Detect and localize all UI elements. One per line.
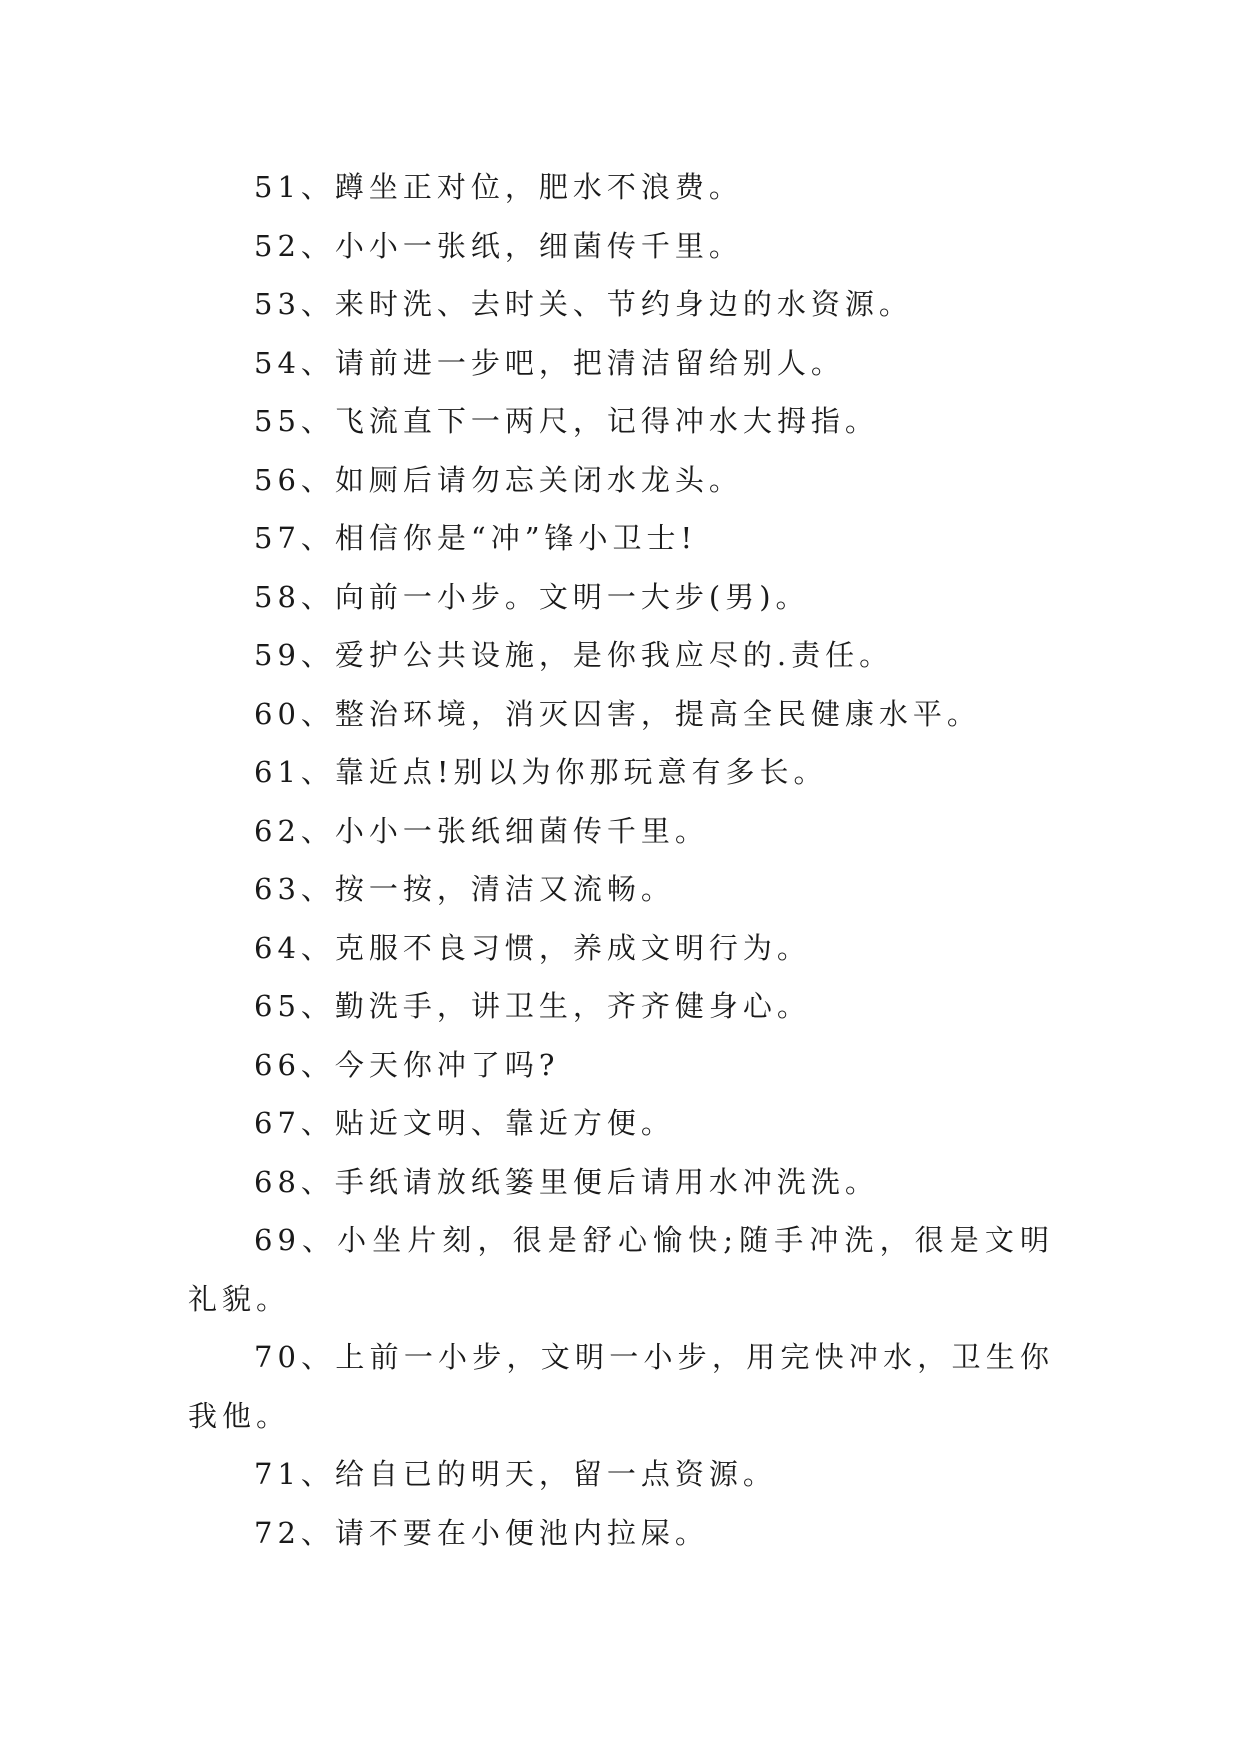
slogan-line-72: 72、请不要在小便池内拉屎。 (254, 1515, 709, 1550)
slogan-line-71: 71、给自已的明天，留一点资源。 (254, 1457, 777, 1491)
slogan-line-55: 55、飞流直下一两尺，记得冲水大拇指。 (254, 404, 879, 438)
slogan-line-56: 56、如厕后请勿忘关闭水龙头。 (254, 462, 743, 497)
slogan-line-69: 69、小坐片刻，很是舒心愉快;随手冲洗，很是文明礼貌。 (188, 1223, 1054, 1316)
slogan-line-60: 60、整治环境，消灭囚害，提高全民健康水平。 (254, 696, 981, 731)
slogan-line-52: 52、小小一张纸，细菌传千里。 (254, 228, 743, 263)
slogan-line-58: 58、向前一小步。文明一大步(男)。 (254, 579, 810, 614)
slogan-line-64: 64、克服不良习惯，养成文明行为。 (254, 930, 811, 965)
slogan-line-62: 62、小小一张纸细菌传千里。 (254, 813, 709, 848)
slogan-line-61: 61、靠近点!别以为你那玩意有多长。 (254, 755, 828, 789)
slogan-line-65: 65、勤洗手，讲卫生，齐齐健身心。 (254, 989, 811, 1023)
slogan-line-66: 66、今天你冲了吗? (254, 1047, 560, 1082)
document-body (188, 158, 1054, 1562)
slogan-line-67: 67、贴近文明、靠近方便。 (254, 1106, 675, 1140)
slogan-line-57: 57、相信你是“冲”锋小卫士! (254, 521, 698, 555)
slogan-line-63: 63、按一按，清洁又流畅。 (254, 872, 675, 906)
slogan-line-53: 53、来时洗、去时关、节约身边的水资源。 (254, 287, 913, 321)
slogan-line-70: 70、上前一小步，文明一小步，用完快冲水，卫生你我他。 (188, 1340, 1054, 1433)
slogan-line-59: 59、爱护公共设施，是你我应尽的.责任。 (254, 638, 894, 672)
slogan-line-51: 51、蹲坐正对位，肥水不浪费。 (254, 170, 743, 204)
slogan-line-54: 54、请前进一步吧，把清洁留给别人。 (254, 345, 845, 380)
slogan-line-68: 68、手纸请放纸篓里便后请用水冲洗洗。 (254, 1164, 879, 1199)
